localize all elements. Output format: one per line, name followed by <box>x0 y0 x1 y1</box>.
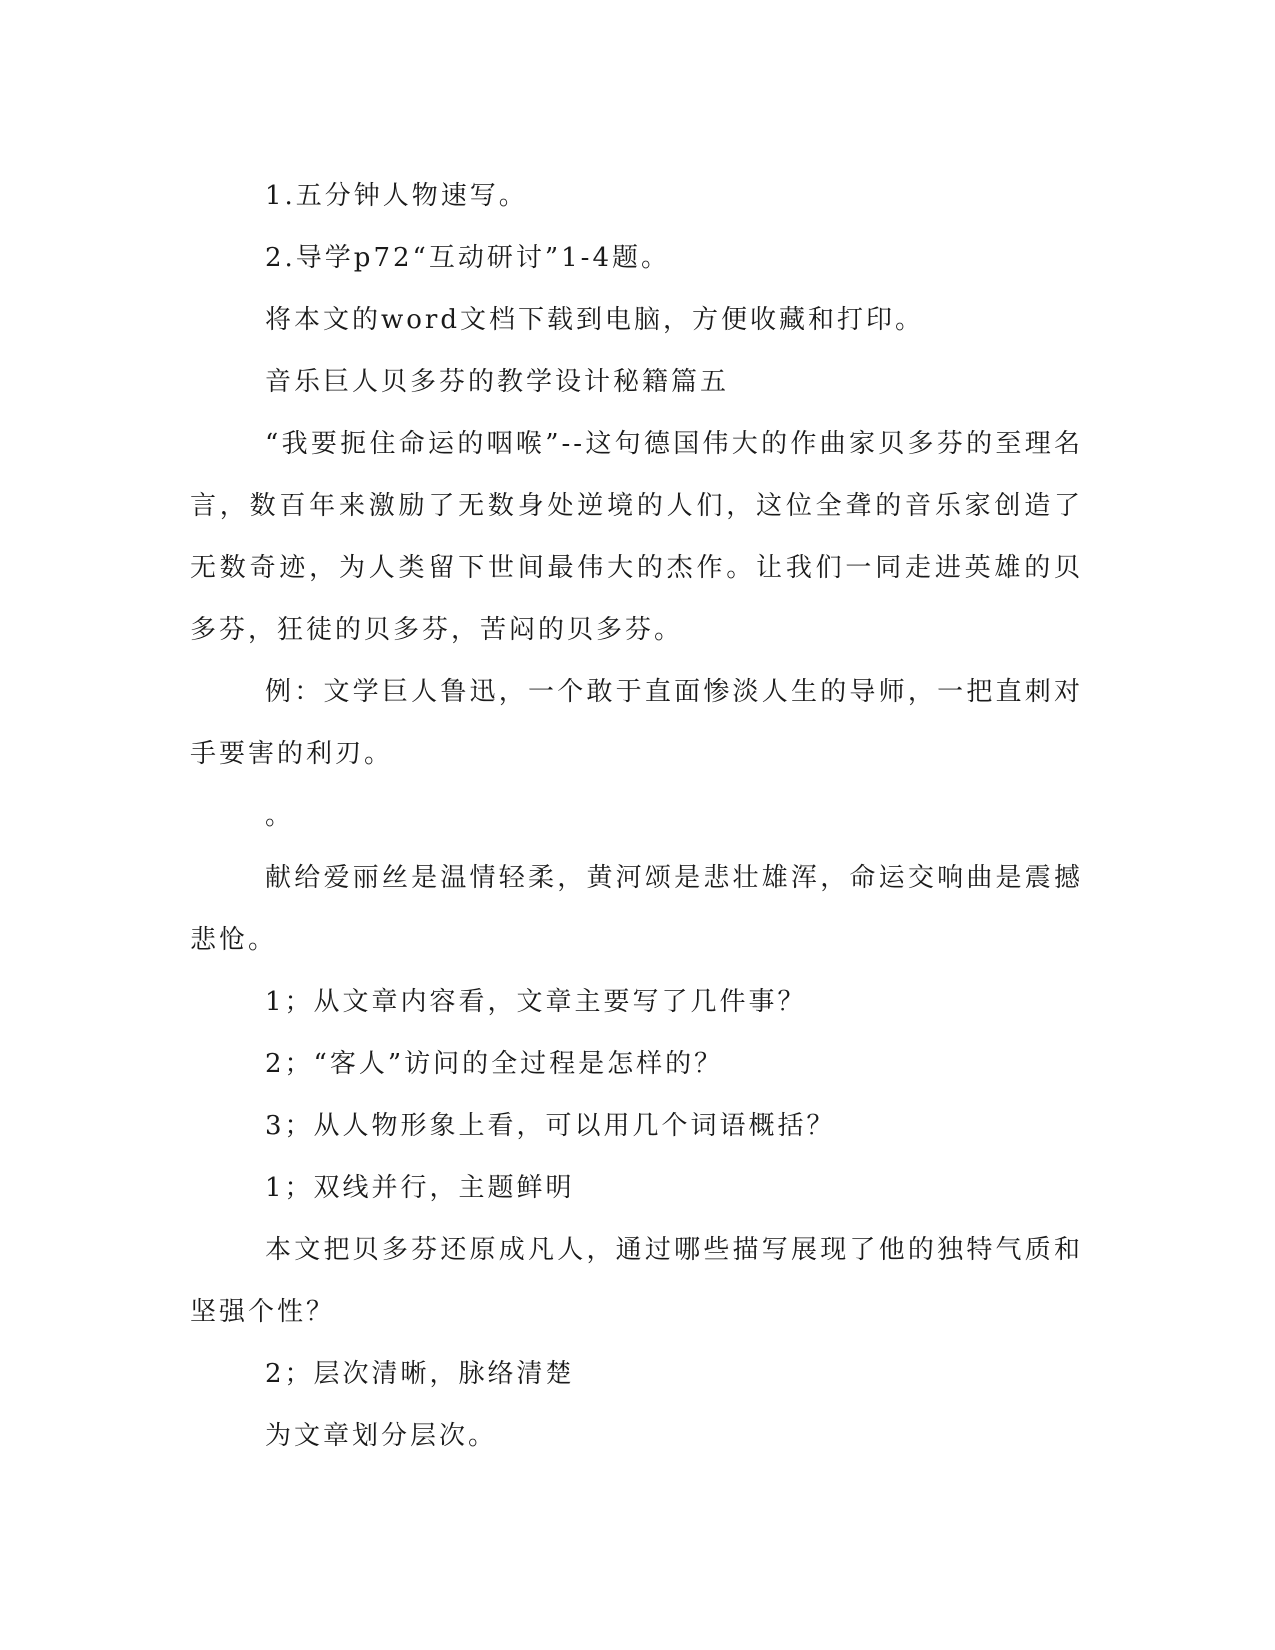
paragraph-task-sketch: 1.五分钟人物速写。 <box>265 181 528 211</box>
paragraph-music-comparison: 献给爱丽丝是温情轻柔，黄河颂是悲壮雄浑，命运交响曲是震撼悲怆。 <box>190 863 1083 955</box>
paragraph-period: 。 <box>265 801 295 831</box>
question-item-2: 2；“客人”访问的全过程是怎样的？ <box>265 1049 724 1079</box>
document-body <box>190 165 1083 1467</box>
paragraph-structure-task: 为文章划分层次。 <box>265 1421 498 1451</box>
paragraph-description-question: 本文把贝多芬还原成凡人，通过哪些描写展现了他的独特气质和坚强个性？ <box>190 1235 1083 1327</box>
paragraph-example: 例：文学巨人鲁迅，一个敢于直面惨淡人生的导师，一把直刺对手要害的利刃。 <box>190 677 1083 769</box>
question-item-3: 3；从人物形象上看，可以用几个词语概括？ <box>265 1111 836 1141</box>
section-heading: 音乐巨人贝多芬的教学设计秘籍篇五 <box>265 367 730 397</box>
paragraph-task-guide: 2.导学p72“互动研讨”1-4题。 <box>265 243 670 273</box>
feature-item-1: 1；双线并行，主题鲜明 <box>265 1173 575 1203</box>
question-item-1: 1；从文章内容看，文章主要写了几件事？ <box>265 987 807 1017</box>
paragraph-download-note: 将本文的word文档下载到电脑，方便收藏和打印。 <box>265 305 924 335</box>
paragraph-intro-quote: “我要扼住命运的咽喉”--这句德国伟大的作曲家贝多芬的至理名言，数百年来激励了无数身处逆境的人们，这位全聋的音乐家创造了无数奇迹，为人类留下世间最伟大的杰作。让我们一同走进英雄的贝多芬，狂徒的贝多芬，苦闷的贝多芬。 <box>190 429 1083 645</box>
feature-item-2: 2；层次清晰，脉络清楚 <box>265 1359 575 1389</box>
